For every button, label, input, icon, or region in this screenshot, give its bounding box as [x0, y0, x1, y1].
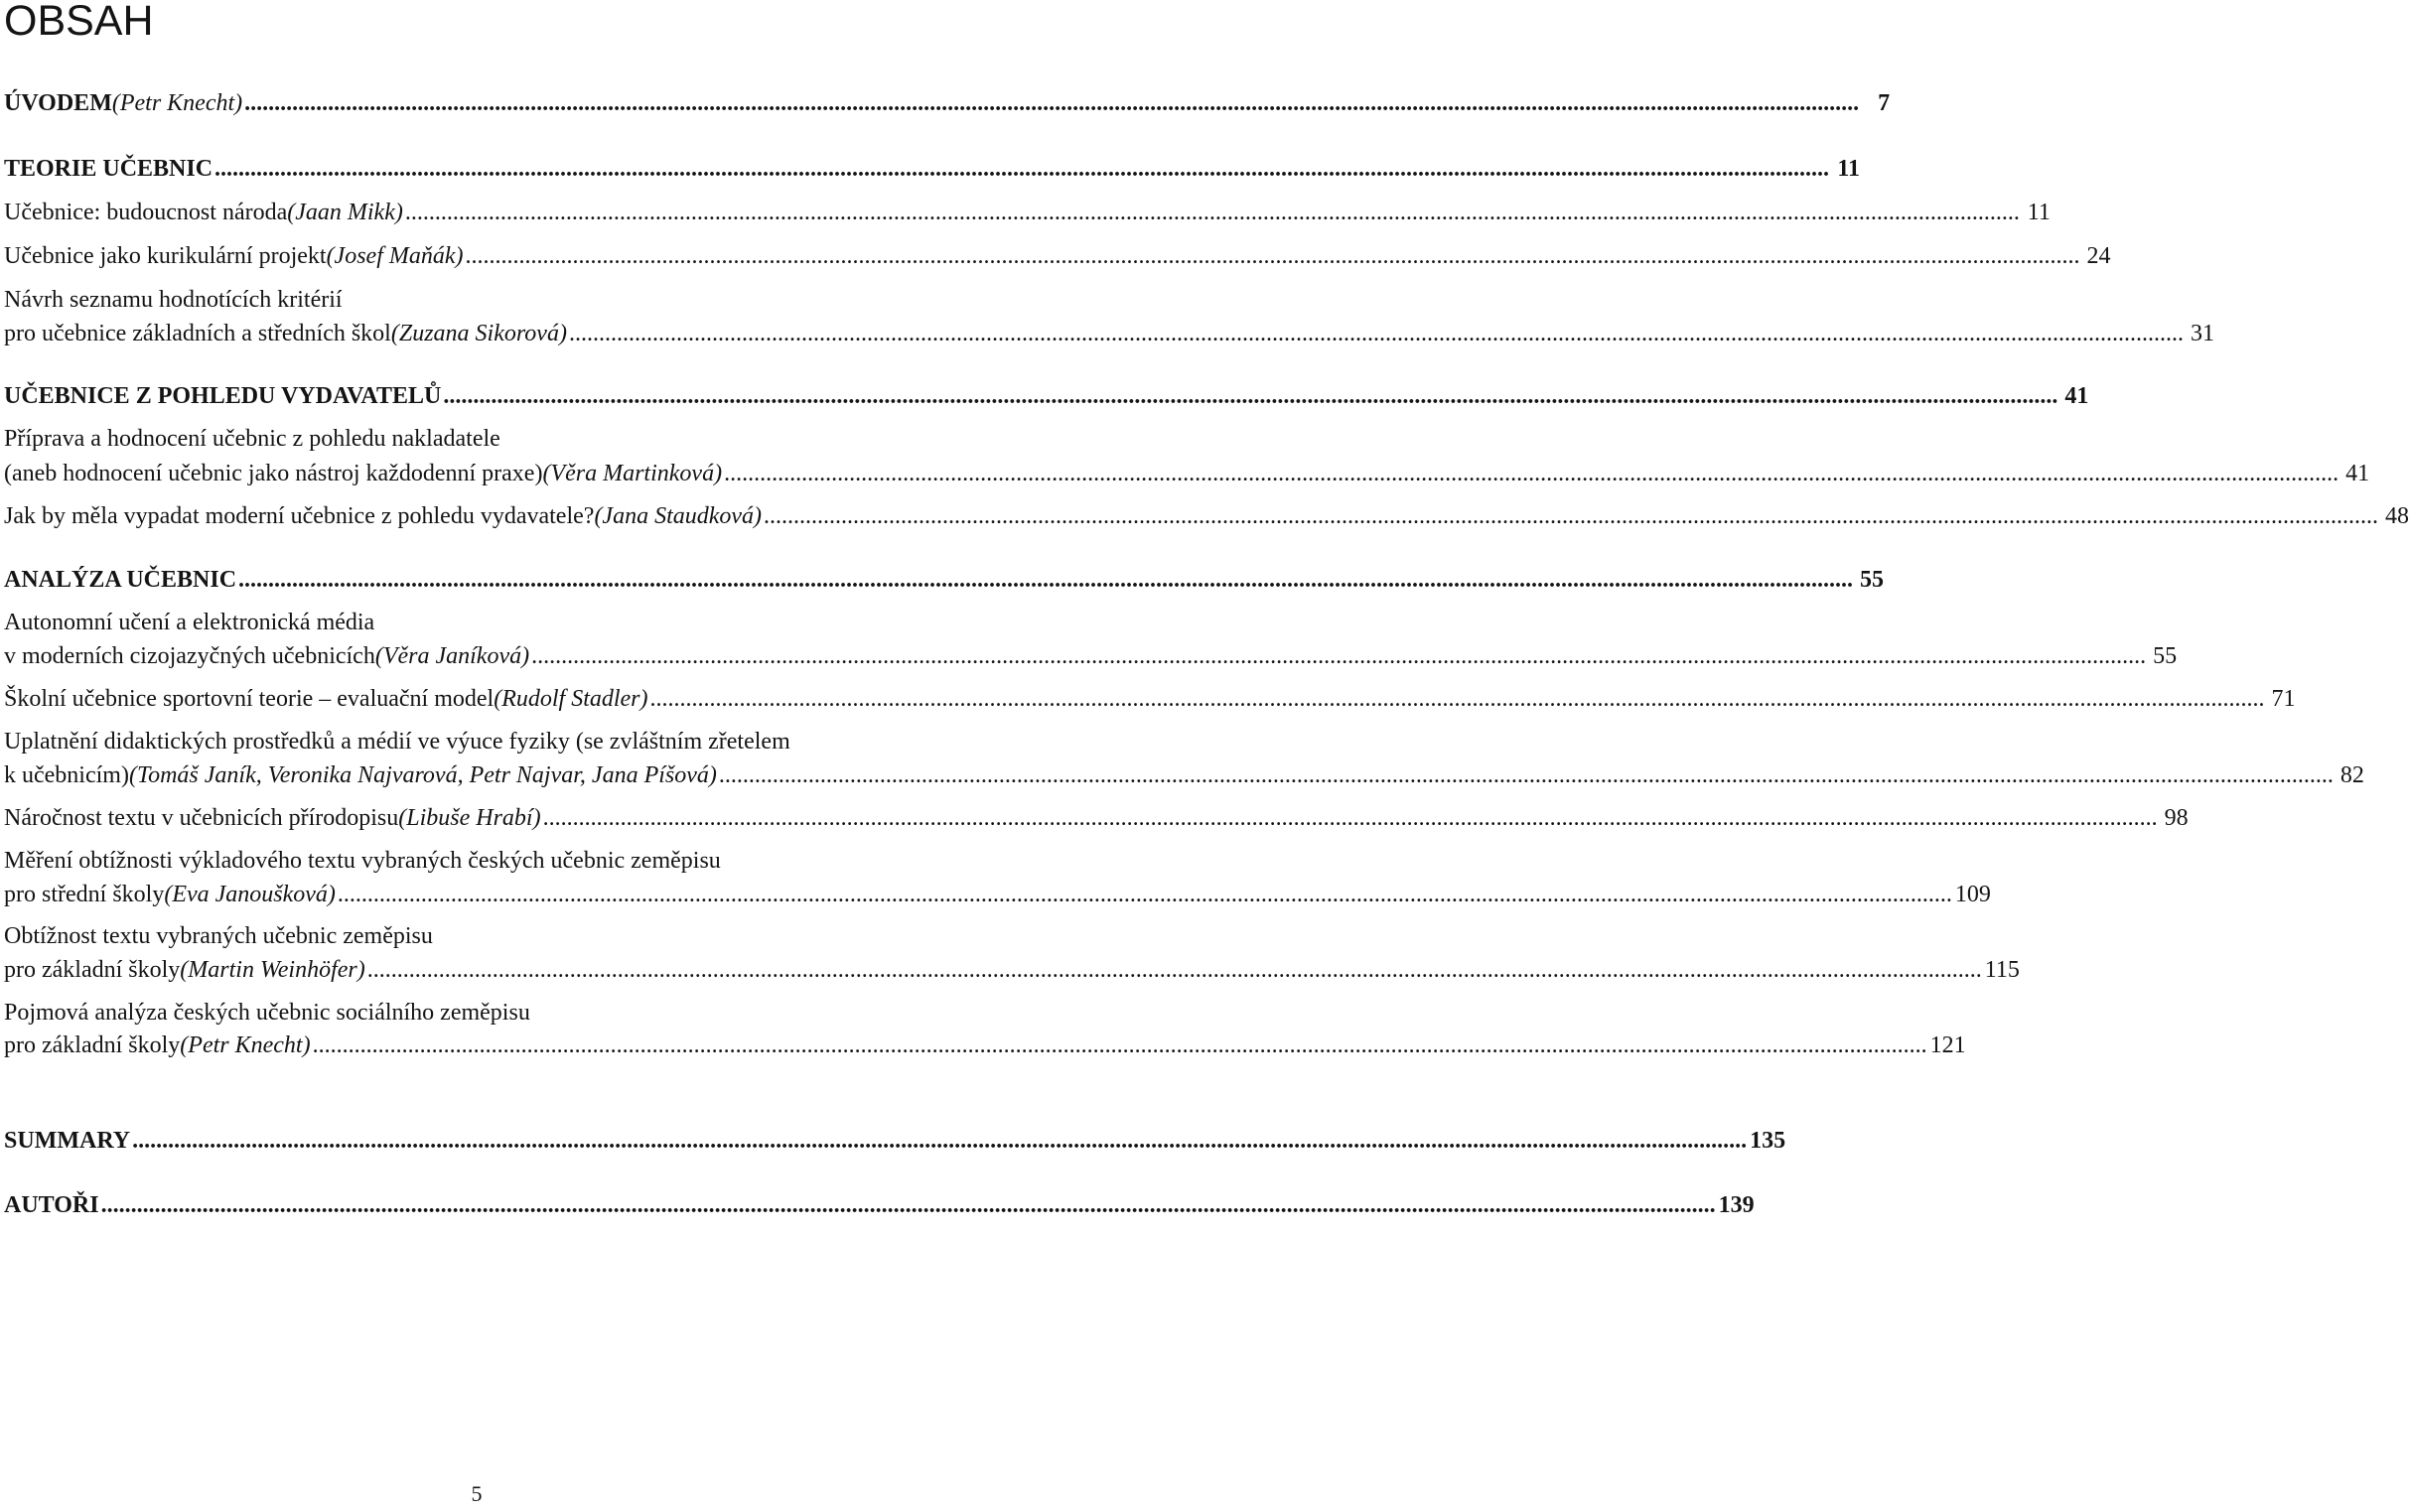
toc-entry-title: ÚVODEM: [4, 90, 112, 116]
toc-leader-dots: [313, 1030, 1927, 1061]
toc-leader-dots: [405, 197, 2020, 228]
toc-entry-page: 115: [1984, 957, 2020, 983]
toc-entry-title: pro učebnice základních a středních škol: [4, 321, 391, 346]
toc-entry: [4, 683, 2296, 715]
toc-entry: [4, 759, 2364, 791]
toc-entry-page: 82: [2339, 762, 2364, 788]
toc-entry-author: (Věra Martinková): [542, 461, 723, 486]
toc-entry-title: Pojmová analýza českých učebnic sociálního zeměpisu: [4, 1000, 530, 1026]
toc-entry-author: (Věra Janíková): [374, 643, 530, 669]
toc-entry-author: (Zuzana Sikorová): [390, 321, 567, 346]
toc-entry-page: 98: [2164, 805, 2189, 831]
toc-entry-title: TEORIE UČEBNIC: [4, 156, 213, 182]
toc-entry-page: 31: [2190, 321, 2214, 346]
toc-leader-dots: [719, 759, 2334, 791]
toc-entry-page: 139: [1718, 1192, 1755, 1218]
toc-entry-author: (Martin Weinhöfer): [180, 957, 365, 983]
toc-entry-title: Návrh seznamu hodnotících kritérií: [4, 287, 343, 313]
toc-section-heading: [4, 380, 2089, 412]
toc-entry-page: 121: [1929, 1032, 1966, 1058]
toc-entry: [4, 240, 2111, 272]
toc-leader-dots: [531, 640, 2146, 672]
toc-entry: [4, 1030, 1966, 1061]
toc-entry: [4, 802, 2189, 834]
toc-entry-page: 55: [1860, 567, 1885, 593]
toc-leader-dots: [101, 1189, 1716, 1221]
toc-section-heading: [4, 87, 1891, 119]
toc-entry: [4, 423, 949, 455]
toc-entry: [4, 997, 949, 1029]
toc-leader-dots: [367, 954, 1982, 986]
toc-entry: [4, 845, 949, 877]
toc-section-heading: [4, 1125, 1786, 1157]
toc-entry-page: 55: [2153, 643, 2178, 669]
toc-section-heading: [4, 1189, 1755, 1221]
toc-leader-dots: [132, 1125, 1747, 1157]
toc-entry-page: 71: [2271, 686, 2296, 712]
toc-entry-page: 135: [1750, 1128, 1786, 1154]
toc-entry-author: (Eva Janoušková): [164, 882, 336, 907]
toc-entry: [4, 920, 949, 952]
toc-leader-dots: [214, 153, 1829, 185]
toc-entry-author: (Rudolf Stadler): [494, 686, 648, 712]
toc-entry-title: v moderních cizojazyčných učebnicích: [4, 643, 375, 669]
toc-entry: [4, 458, 2370, 489]
toc-entry-title: Náročnost textu v učebnicích přírodopisu: [4, 805, 399, 831]
toc-entry-page: 11: [2027, 200, 2051, 225]
toc-entry-page: 11: [1837, 156, 1861, 182]
toc-entry-title: UČEBNICE Z POHLEDU VYDAVATELŮ: [4, 383, 442, 409]
toc-entry-title: Školní učebnice sportovní teorie – evaluační model: [4, 686, 495, 712]
toc-leader-dots: [764, 500, 2378, 532]
toc-entry-page: 41: [2345, 461, 2370, 486]
toc-entry-title: Učebnice: budoucnost národa: [4, 200, 288, 225]
toc-entry-page: 48: [2385, 503, 2409, 529]
toc-entry: [4, 954, 2020, 986]
toc-leader-dots: [244, 87, 1859, 119]
toc-entry-title: Příprava a hodnocení učebnic z pohledu nakladatele: [4, 426, 500, 452]
toc-leader-dots: [466, 240, 2080, 272]
toc-entry-title: (aneb hodnocení učebnic jako nástroj každodenní praxe): [4, 461, 543, 486]
toc-entry: [4, 197, 2051, 228]
toc-entry-title: k učebnicím): [4, 762, 129, 788]
toc-entry-author: (Petr Knecht): [180, 1032, 311, 1058]
toc-entry-page: 109: [1954, 882, 1991, 907]
toc-entry: [4, 607, 949, 638]
toc-leader-dots: [238, 564, 1853, 596]
toc-entry-author: (Tomáš Janík, Veronika Najvarová, Petr Najvar, Jana Píšová): [128, 762, 717, 788]
toc-entry-title: pro základní školy: [4, 957, 181, 983]
toc-leader-dots: [543, 802, 2158, 834]
toc-entry-author: (Jaan Mikk): [287, 200, 403, 225]
toc-entry-author: (Jana Staudková): [594, 503, 763, 529]
toc-entry-title: AUTOŘI: [4, 1192, 99, 1218]
toc-leader-dots: [443, 380, 2057, 412]
toc-entry-title: Jak by měla vypadat moderní učebnice z pohledu vydavatele?: [4, 503, 595, 529]
toc-entry-title: Autonomní učení a elektronická média: [4, 610, 375, 635]
toc-entry-author: (Petr Knecht): [111, 90, 243, 116]
toc-leader-dots: [569, 318, 2184, 349]
toc-entry-title: ANALÝZA UČEBNIC: [4, 567, 237, 593]
toc-leader-dots: [650, 683, 2265, 715]
toc-entry-title: pro střední školy: [4, 882, 165, 907]
page-number: 5: [471, 1481, 483, 1506]
toc-entry-title: Učebnice jako kurikulární projekt: [4, 243, 327, 269]
toc-entry-author: (Libuše Hrabí): [398, 805, 541, 831]
toc-entry: [4, 879, 1991, 910]
toc-entry: [4, 500, 2409, 532]
toc-entry-author: (Josef Maňák): [326, 243, 464, 269]
toc-entry-title: Uplatnění didaktických prostředků a médií ve výuce fyziky (se zvláštním zřetelem: [4, 729, 790, 755]
toc-section-heading: [4, 564, 1885, 596]
toc-entry-page: 7: [1878, 90, 1891, 116]
toc-entry-page: 41: [2064, 383, 2089, 409]
toc-entry-title: pro základní školy: [4, 1032, 181, 1058]
toc-entry: [4, 726, 949, 757]
toc-entry-title: SUMMARY: [4, 1128, 131, 1154]
toc-entry: [4, 318, 2214, 349]
toc-entry: [4, 640, 2178, 672]
toc-leader-dots: [338, 879, 1952, 910]
toc-section-heading: [4, 153, 1861, 185]
page-title: OBSAH: [4, 0, 154, 45]
toc-entry: [4, 284, 949, 316]
toc-entry-title: Obtížnost textu vybraných učebnic zeměpisu: [4, 923, 433, 949]
toc-entry-title: Měření obtížnosti výkladového textu vybraných českých učebnic zeměpisu: [4, 848, 721, 874]
toc-entry-page: 24: [2086, 243, 2111, 269]
toc-leader-dots: [724, 458, 2338, 489]
